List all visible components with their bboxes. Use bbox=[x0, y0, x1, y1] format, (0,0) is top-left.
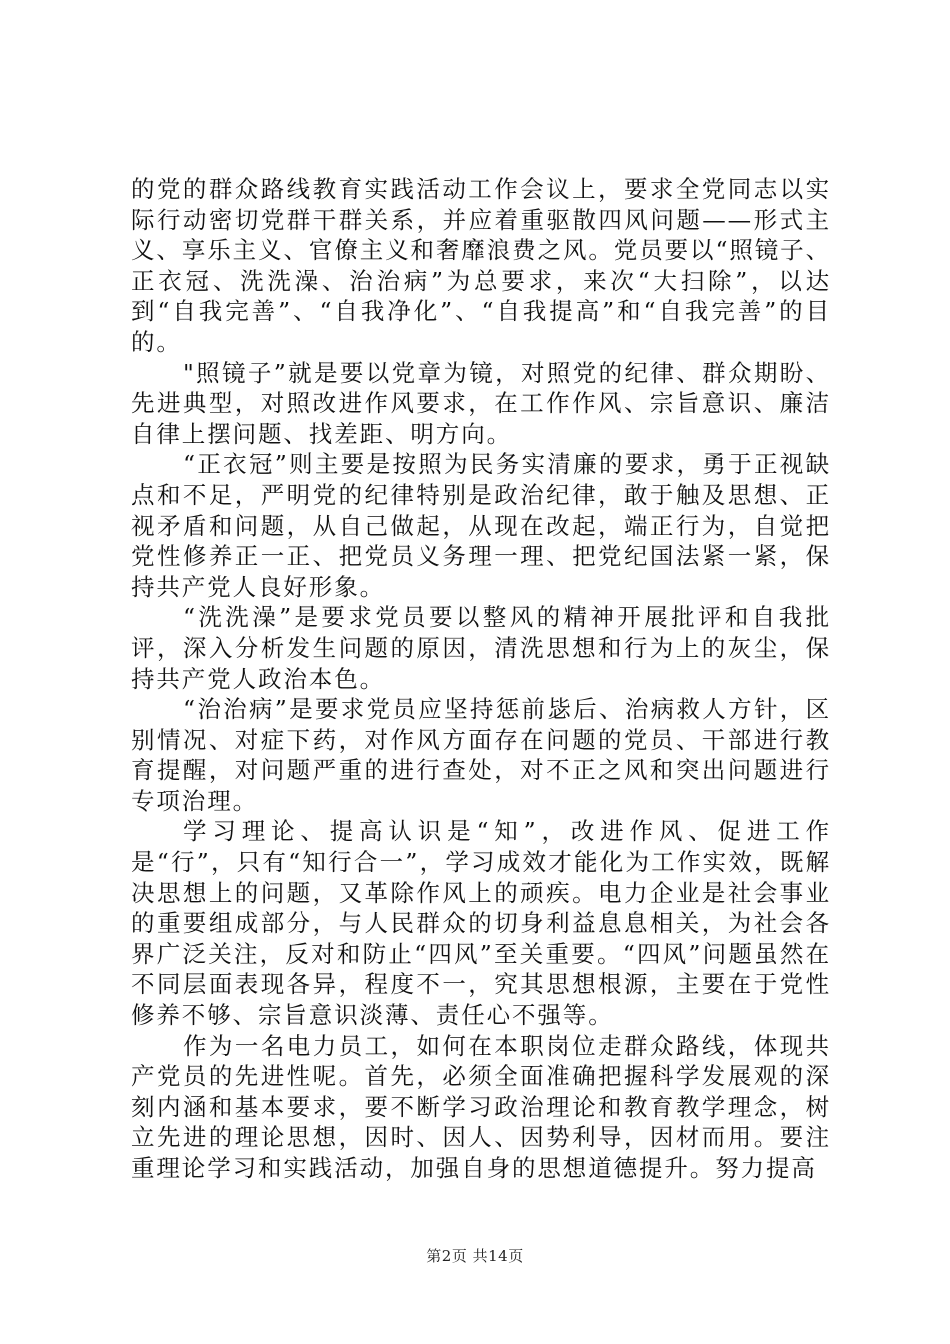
paragraph-mirror: "照镜子”就是要以党章为镜，对照党的纪律、群众期盼、先进典型，对照改进作风要求，在工作作风、宗旨意识、廉洁自律上摆问题、找差距、明方向。 bbox=[131, 358, 831, 448]
paragraph-employee: 作为一名电力员工，如何在本职岗位走群众路线，体现共产党员的先进性呢。首先，必须全面准确把握科学发展观的深刻内涵和基本要求，要不断学习政治理论和教育教学理念，树立先进的理论思想，因时、因人、因势利导，因材而用。要注重理论学习和实践活动，加强自身的思想道德提升。努力提高 bbox=[131, 1031, 831, 1182]
document-body bbox=[131, 174, 831, 1184]
paragraph-theory: 学习理论、提高认识是“知”，改进作风、促进工作是“行”，只有“知行合一”，学习成效才能化为工作实效，既解决思想上的问题，又革除作风上的顽疾。电力企业是社会事业的重要组成部分，与人民群众的切身利益息息相关，为社会各界广泛关注，反对和防止“四风”至关重要。“四风”问题虽然在不同层面表现各异，程度不一，究其思想根源，主要在于党性修养不够、宗旨意识淡薄、责任心不强等。 bbox=[131, 817, 831, 1030]
paragraph-continuation: 的党的群众路线教育实践活动工作会议上，要求全党同志以实际行动密切党群干群关系，并应着重驱散四风问题——形式主义、享乐主义、官僚主义和奢靡浪费之风。党员要以“照镜子、正衣冠、洗洗澡、治治病”为总要求，来次“大扫除”，以达到“自我完善”、“自我净化”、“自我提高”和“自我完善”的目的。 bbox=[131, 175, 831, 356]
paragraph-bath: “洗洗澡”是要求党员要以整风的精神开展批评和自我批评，深入分析发生问题的原因，清洗思想和行为上的灰尘，保持共产党人政治本色。 bbox=[131, 603, 831, 693]
page-number-footer: 第2页 共14页 bbox=[426, 1247, 524, 1265]
paragraph-cure: “治治病”是要求党员应坚持惩前毖后、治病救人方针，区别情况、对症下药，对作风方面存在问题的党员、干部进行教育提醒，对问题严重的进行查处，对不正之风和突出问题进行专项治理。 bbox=[131, 695, 831, 815]
paragraph-attire: “正衣冠”则主要是按照为民务实清廉的要求，勇于正视缺点和不足，严明党的纪律特别是政治纪律，敢于触及思想、正视矛盾和问题，从自己做起，从现在改起，端正行为，自觉把党性修养正一正、把党员义务理一理、把党纪国法紧一紧，保持共产党人良好形象。 bbox=[131, 450, 831, 601]
